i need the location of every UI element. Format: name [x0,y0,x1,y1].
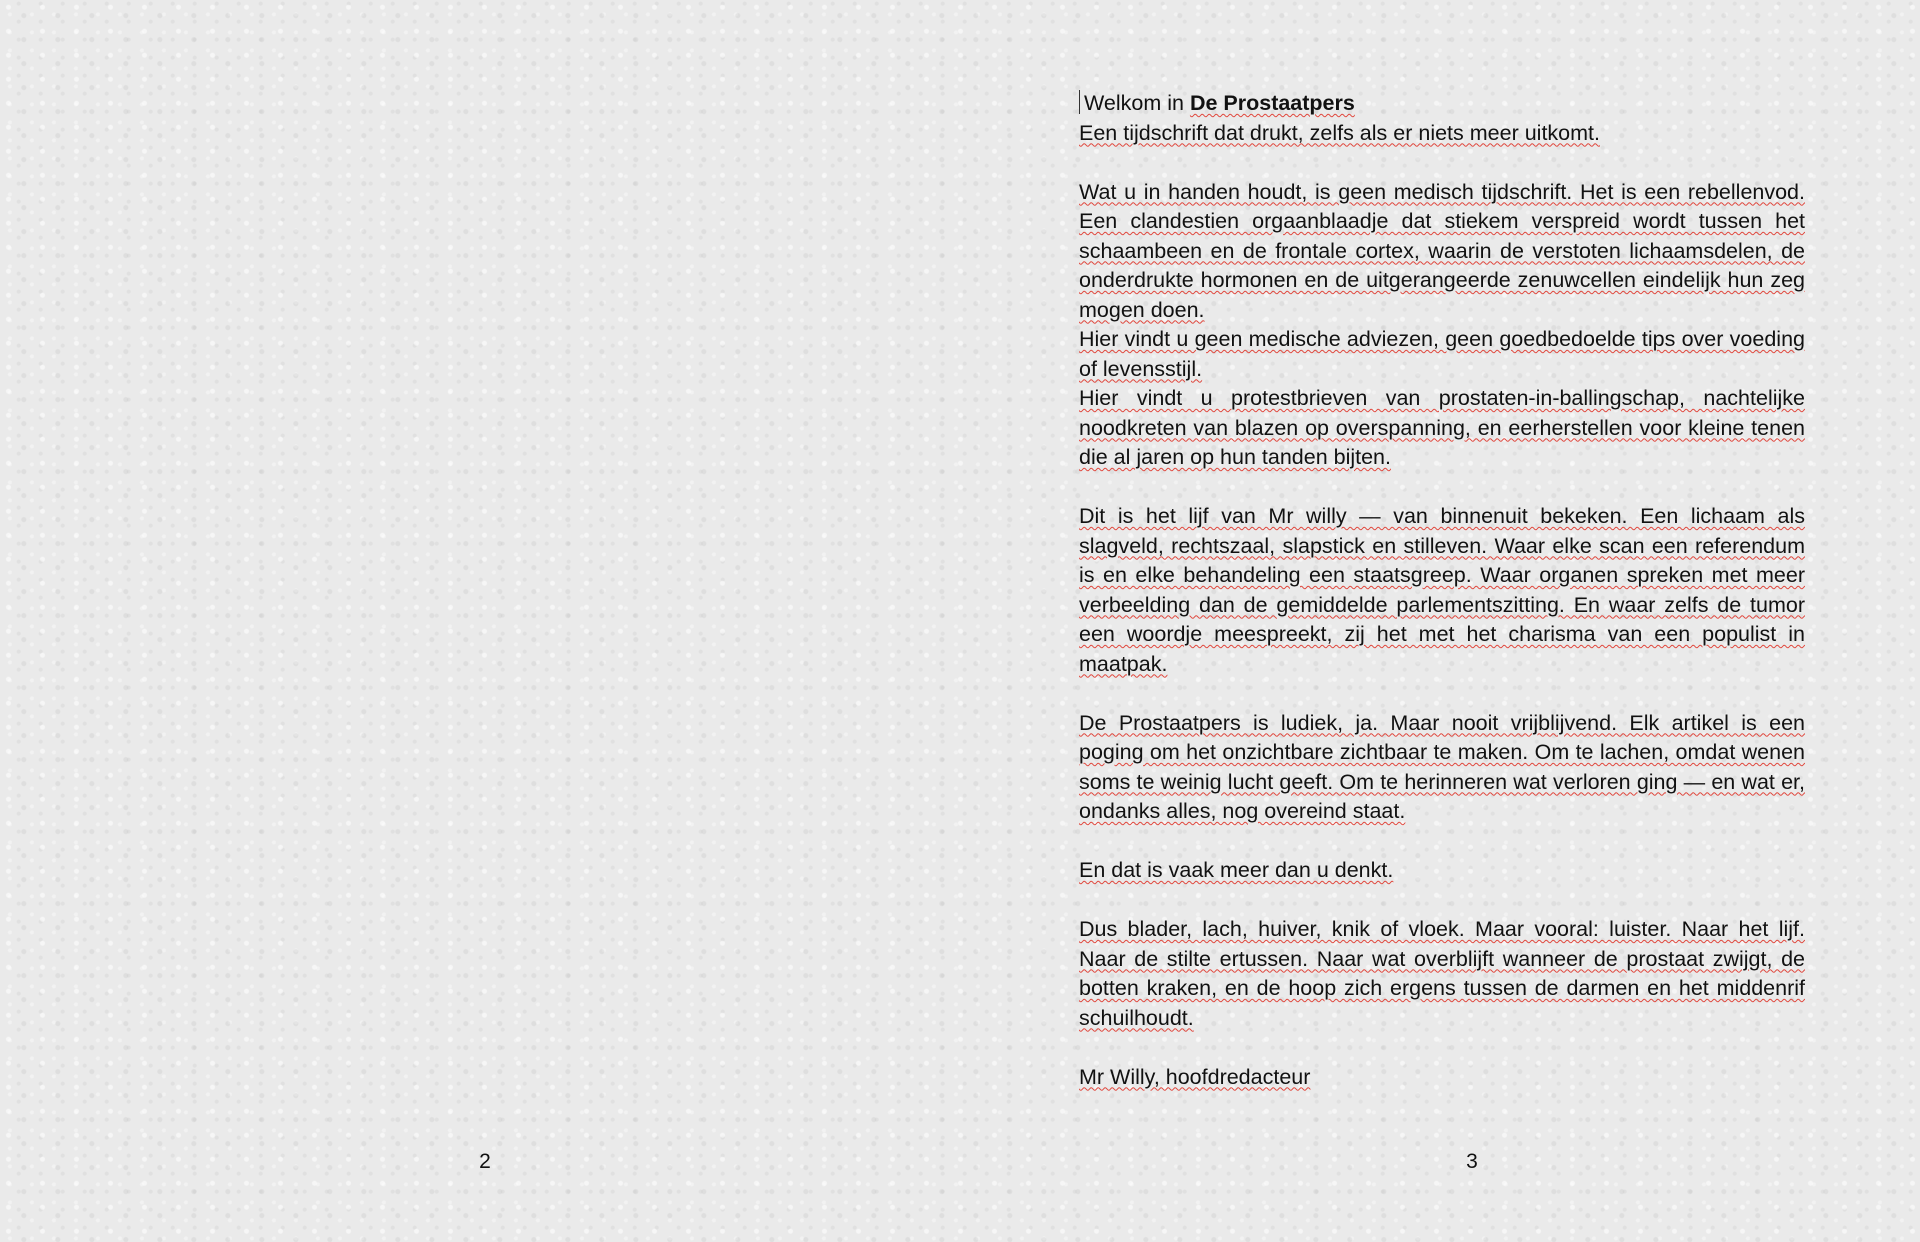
text-cursor [1079,90,1080,114]
paragraph-body-as-battlefield: Dit is het lijf van Mr willy — van binnenuit bekeken. Een lichaam als slagveld, rechtszaal, slapstick en stilleven. Waar elke scan een referendum is en elke behandeling een staatsgreep. Waar organen spreken met meer verbeelding dan de gemiddelde parlementszitting. En waar zelfs de tumor een woordje meespreekt, zij het met het charisma van een populist in maatpak. [1079,504,1805,676]
paragraph-gap [1079,148,1805,178]
article-text[interactable] [1079,89,1805,1092]
paragraph-gap [1079,827,1805,857]
article-title [1079,89,1805,119]
paragraph-gap [1079,679,1805,709]
title-prefix: Welkom in [1084,91,1190,115]
page-number-left: 2 [479,1150,491,1173]
magazine-name: De Prostaatpers [1189,91,1355,115]
paragraph-listen: Dus blader, lach, huiver, knik of vloek. Maar vooral: luister. Naar het lijf. Naar de stilte ertussen. Naar wat overblijft wanneer de prostaat zwijgt, de botten kraken, en de hoop zich ergens tussen de darmen en het middenrif schuilhoudt. [1079,917,1805,1030]
paragraph-gap [1079,886,1805,916]
paragraph-gap [1079,473,1805,503]
page-right [960,0,1920,1242]
paragraph-gap [1079,1033,1805,1063]
paragraph-no-advice: Hier vindt u geen medische adviezen, geen goedbedoelde tips over voeding of levensstijl. [1079,327,1805,381]
page-number-right: 3 [1466,1150,1478,1173]
paragraph-intro: Wat u in handen houdt, is geen medisch tijdschrift. Het is een rebellenvod. Een clandestien orgaanblaadje dat stiekem verspreid wordt tussen het schaambeen en de frontale cortex, waarin de verstoten lichaamsdelen, de onderdrukte hormonen en de uitgerangeerde zenuwcellen eindelijk hun zeg mogen doen. [1079,179,1805,322]
paragraph-protest-letters: Hier vindt u protestbrieven van prostaten-in-ballingschap, nachtelijke noodkreten van blazen op overspanning, en eerherstellen voor kleine tenen die al jaren op hun tanden bijten. [1079,386,1805,469]
paragraph-more-than-you-think: En dat is vaak meer dan u denkt. [1079,858,1394,882]
signature: Mr Willy, hoofdredacteur [1079,1064,1311,1089]
paragraph-ludiek: De Prostaatpers is ludiek, ja. Maar nooit vrijblijvend. Elk artikel is een poging om het onzichtbare zichtbaar te maken. Om te lachen, omdat wenen soms te weinig lucht geeft. Om te herinneren wat verloren ging — en wat er, ondanks alles, nog overeind staat. [1079,710,1805,823]
article-subtitle: Een tijdschrift dat drukt, zelfs als er niets meer uitkomt. [1079,120,1600,145]
